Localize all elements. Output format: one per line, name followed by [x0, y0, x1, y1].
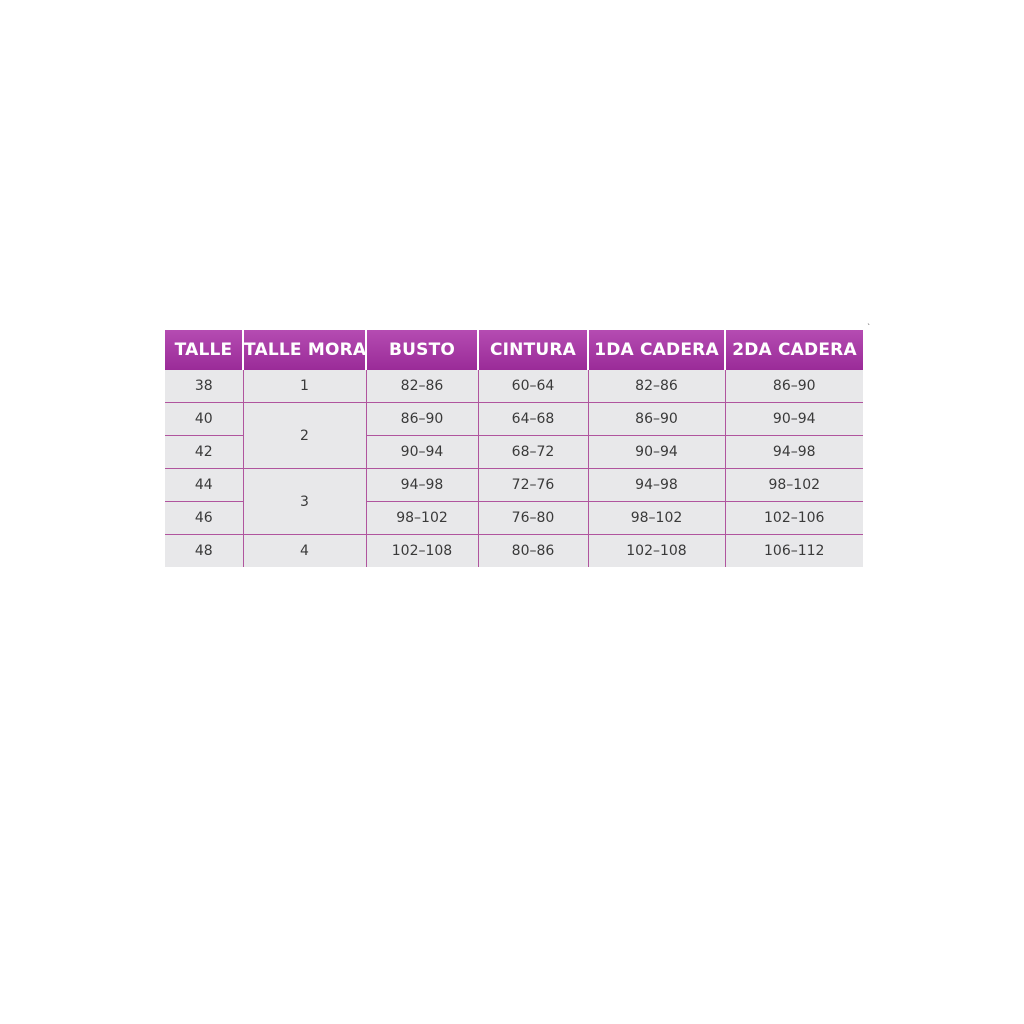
- table-row: [165, 403, 863, 436]
- header-talle-mora: TALLE MORA: [243, 330, 366, 370]
- cell-cintura: 80–86: [478, 535, 588, 568]
- table-header-row: [165, 330, 863, 370]
- cell-cintura: 64–68: [478, 403, 588, 436]
- header-1da-cadera: 1DA CADERA: [588, 330, 725, 370]
- header-cintura: CINTURA: [478, 330, 588, 370]
- cell-busto: 102–108: [366, 535, 478, 568]
- cell-talle: 44: [165, 469, 243, 502]
- cell-1da-cadera: 86–90: [588, 403, 725, 436]
- cell-cintura: 76–80: [478, 502, 588, 535]
- cell-cintura: 72–76: [478, 469, 588, 502]
- cell-talle-mora: 4: [243, 535, 366, 568]
- corner-tick-mark: ˋ: [867, 323, 871, 332]
- cell-1da-cadera: 90–94: [588, 436, 725, 469]
- table-row: [165, 535, 863, 568]
- cell-2da-cadera: 86–90: [725, 370, 863, 403]
- cell-2da-cadera: 102–106: [725, 502, 863, 535]
- header-2da-cadera: 2DA CADERA: [725, 330, 863, 370]
- cell-1da-cadera: 94–98: [588, 469, 725, 502]
- cell-2da-cadera: 90–94: [725, 403, 863, 436]
- cell-2da-cadera: 98–102: [725, 469, 863, 502]
- header-talle: TALLE: [165, 330, 243, 370]
- table-row: [165, 469, 863, 502]
- header-busto: BUSTO: [366, 330, 478, 370]
- size-chart-table: [165, 330, 863, 567]
- cell-talle-mora: 1: [243, 370, 366, 403]
- cell-busto: 82–86: [366, 370, 478, 403]
- cell-2da-cadera: 106–112: [725, 535, 863, 568]
- cell-cintura: 60–64: [478, 370, 588, 403]
- cell-2da-cadera: 94–98: [725, 436, 863, 469]
- cell-cintura: 68–72: [478, 436, 588, 469]
- cell-talle-mora: 3: [243, 469, 366, 535]
- cell-1da-cadera: 98–102: [588, 502, 725, 535]
- cell-1da-cadera: 82–86: [588, 370, 725, 403]
- cell-talle-mora: 2: [243, 403, 366, 469]
- cell-talle: 40: [165, 403, 243, 436]
- cell-talle: 38: [165, 370, 243, 403]
- table-row: [165, 370, 863, 403]
- cell-busto: 98–102: [366, 502, 478, 535]
- cell-1da-cadera: 102–108: [588, 535, 725, 568]
- cell-talle: 46: [165, 502, 243, 535]
- cell-busto: 94–98: [366, 469, 478, 502]
- cell-busto: 86–90: [366, 403, 478, 436]
- cell-talle: 42: [165, 436, 243, 469]
- cell-busto: 90–94: [366, 436, 478, 469]
- cell-talle: 48: [165, 535, 243, 568]
